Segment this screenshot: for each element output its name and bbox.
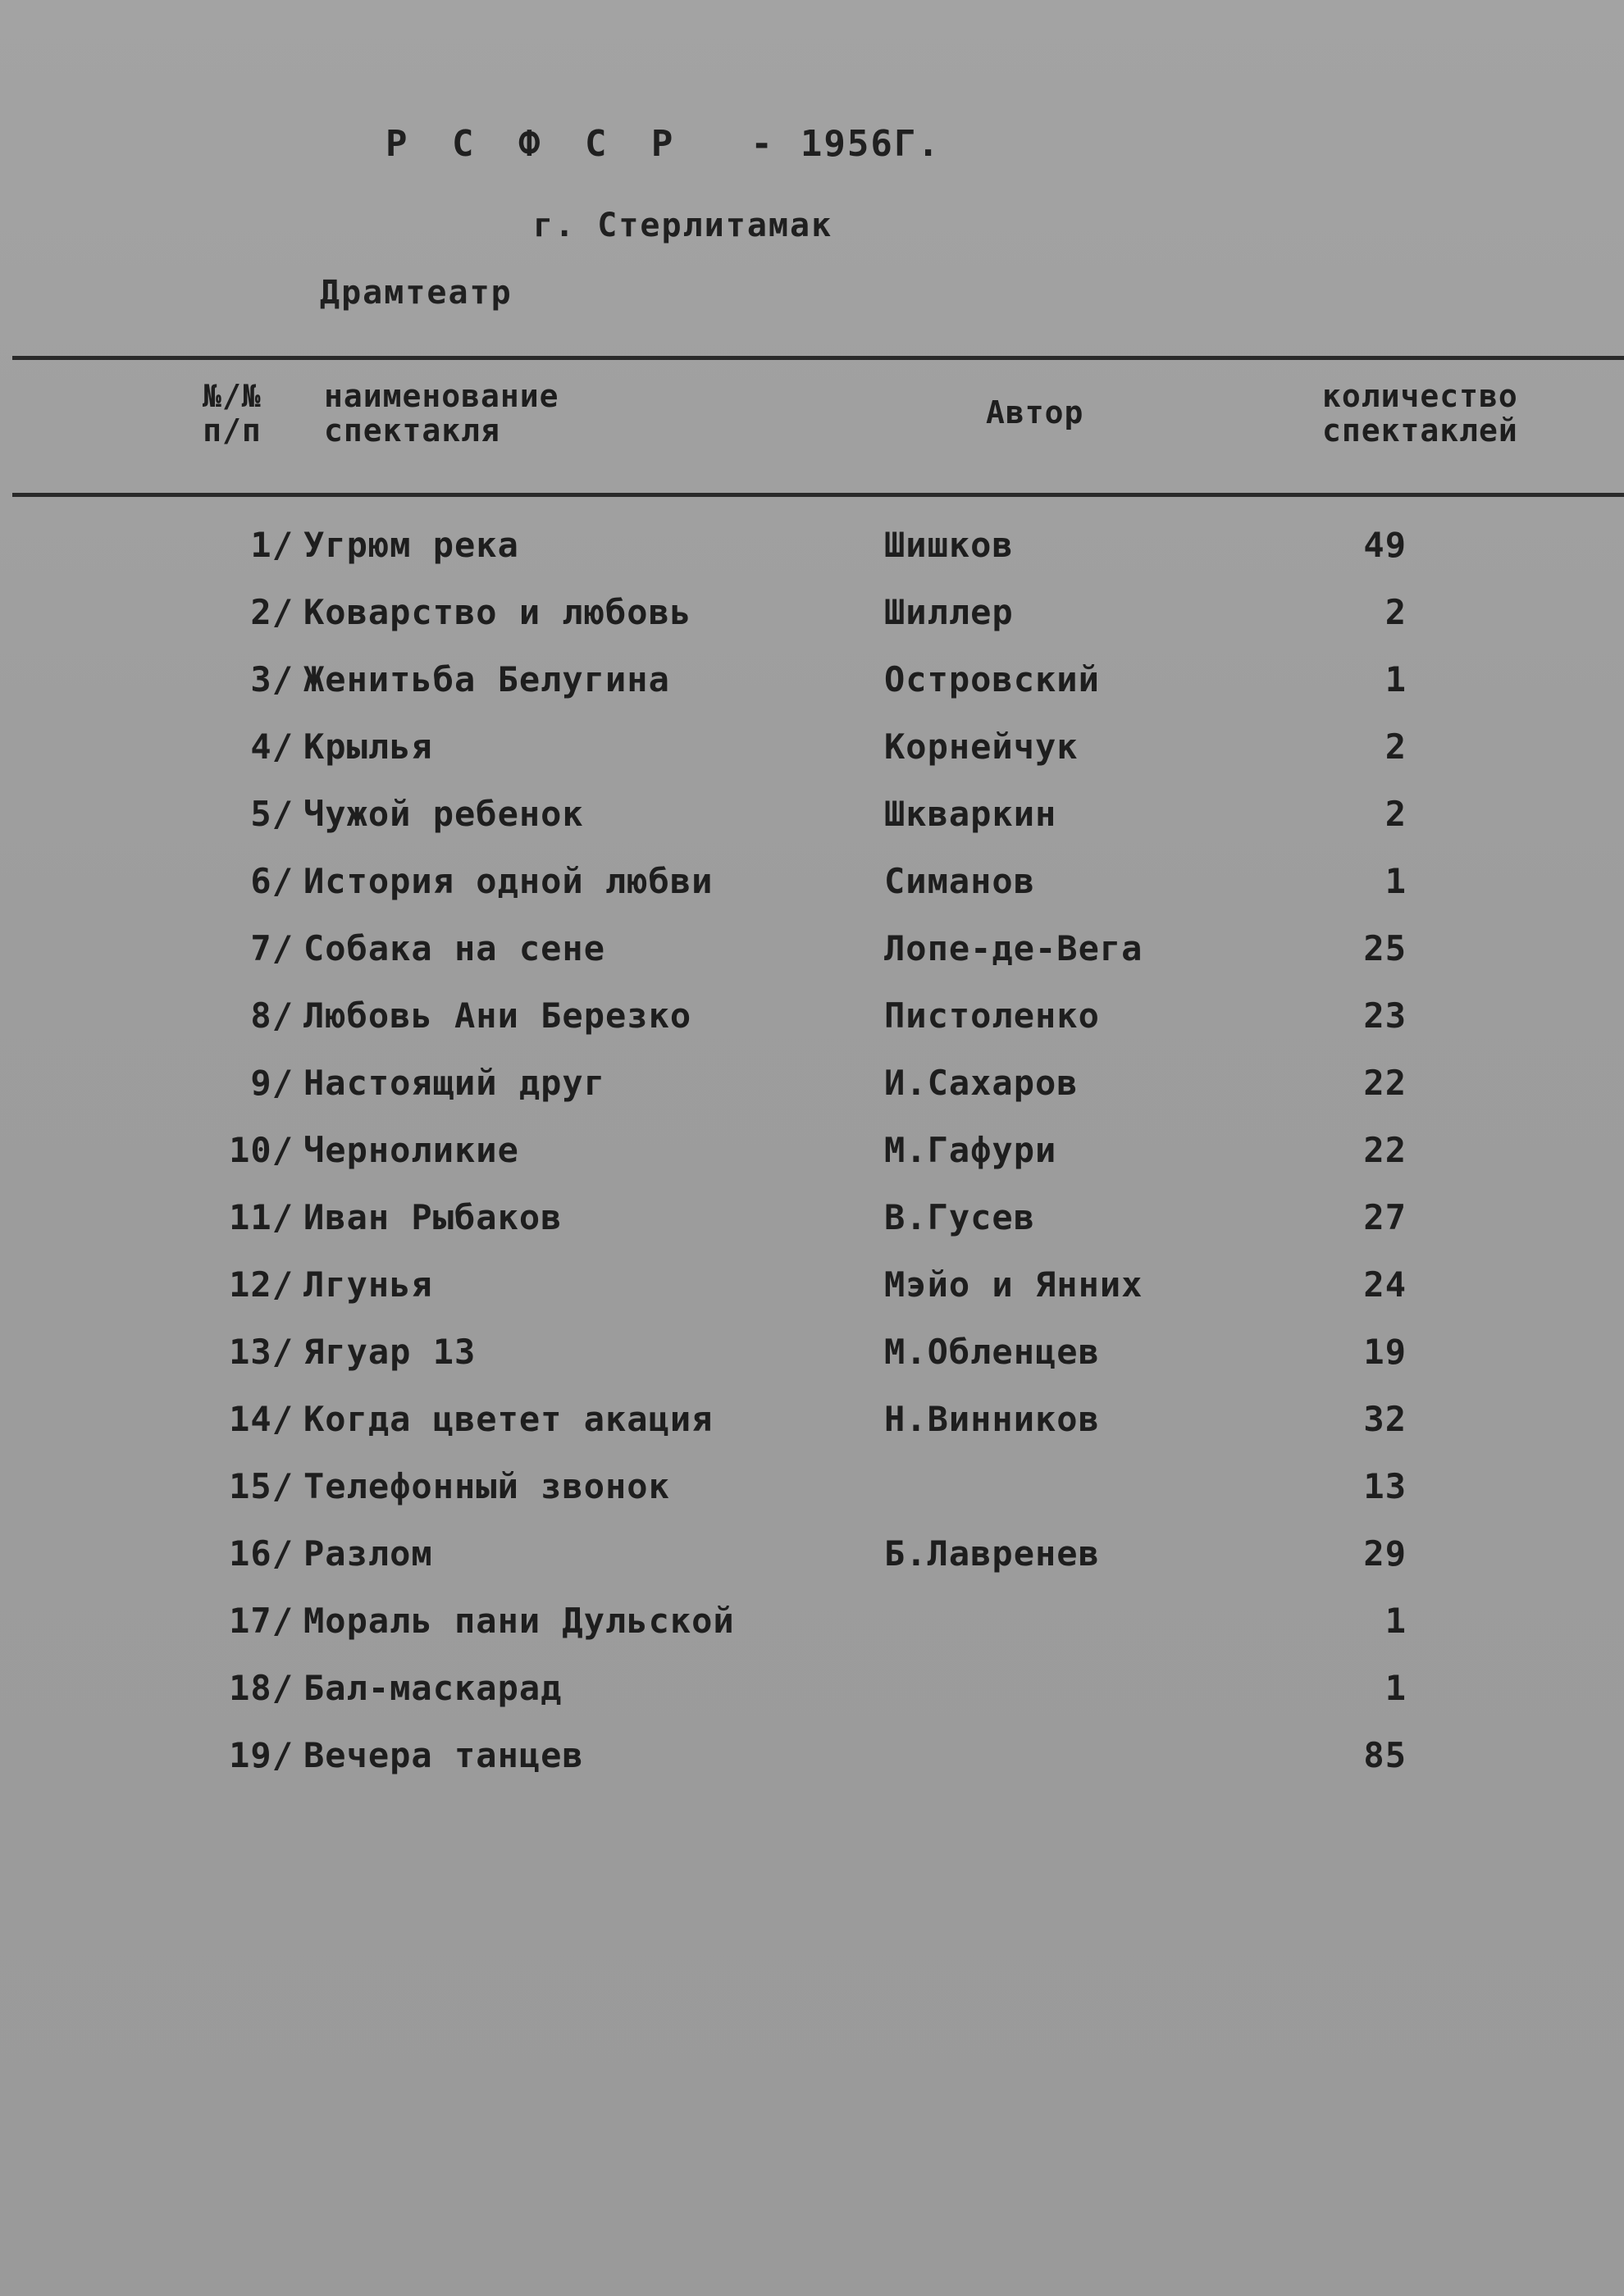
table-row (0, 659, 1624, 727)
row-number: 9/ (250, 1063, 294, 1103)
row-title: Женитьба Белугина (303, 659, 670, 699)
row-title: Черноликие (303, 1130, 519, 1170)
row-title: История одной любви (303, 861, 714, 901)
row-count: 2 (1385, 727, 1407, 767)
row-title: Мораль пани Дульской (303, 1601, 735, 1641)
table-row (0, 1466, 1624, 1533)
row-title: Ягуар 13 (303, 1332, 477, 1372)
row-count: 2 (1385, 592, 1407, 632)
row-author: Корнейчук (884, 727, 1079, 767)
table-row (0, 928, 1624, 995)
table-row (0, 592, 1624, 659)
row-count: 2 (1385, 794, 1407, 834)
row-author: Шкваркин (884, 794, 1057, 834)
row-number: 12/ (229, 1264, 294, 1305)
row-number: 5/ (250, 794, 294, 834)
table-row (0, 1332, 1624, 1399)
row-count: 24 (1363, 1264, 1407, 1305)
row-number: 16/ (229, 1533, 294, 1574)
row-author: Шиллер (884, 592, 1014, 632)
row-count: 1 (1385, 659, 1407, 699)
row-number: 8/ (250, 995, 294, 1036)
column-header-title-line2: спектакля (324, 412, 500, 449)
row-number: 17/ (229, 1601, 294, 1641)
row-title: Телефонный звонок (303, 1466, 670, 1506)
table-header-rule (12, 493, 1624, 497)
table-row (0, 1264, 1624, 1332)
row-count: 13 (1363, 1466, 1407, 1506)
row-author: Пистоленко (884, 995, 1100, 1036)
row-title: Бал-маскарад (303, 1668, 563, 1708)
row-count: 1 (1385, 861, 1407, 901)
row-number: 6/ (250, 861, 294, 901)
row-title: Когда цветет акация (303, 1399, 714, 1439)
row-title: Собака на сене (303, 928, 606, 968)
row-number: 7/ (250, 928, 294, 968)
row-number: 13/ (229, 1332, 294, 1372)
title-year: 1956Г. (800, 123, 941, 165)
row-number: 2/ (250, 592, 294, 632)
table-row (0, 1063, 1624, 1130)
document-title (385, 123, 941, 165)
column-header-count (1322, 379, 1518, 448)
table-row (0, 525, 1624, 592)
column-header-author (986, 395, 1083, 430)
table-row (0, 1197, 1624, 1264)
row-count: 27 (1363, 1197, 1407, 1237)
row-author: Шишков (884, 525, 1014, 565)
row-author: В.Гусев (884, 1197, 1036, 1237)
row-count: 29 (1363, 1533, 1407, 1574)
row-title: Угрюм река (303, 525, 519, 565)
table-row (0, 1668, 1624, 1735)
table-top-rule (12, 356, 1624, 360)
row-author: М.Гафури (884, 1130, 1057, 1170)
row-title: Иван Рыбаков (303, 1197, 563, 1237)
row-count: 85 (1363, 1735, 1407, 1775)
row-title: Крылья (303, 727, 433, 767)
table-row (0, 1601, 1624, 1668)
row-number: 3/ (250, 659, 294, 699)
row-author: Островский (884, 659, 1100, 699)
table-row (0, 794, 1624, 861)
city-line: г. Стерлитамак (533, 207, 833, 244)
column-header-number-line1: №/№ (203, 378, 262, 414)
row-count: 1 (1385, 1601, 1407, 1641)
row-title: Любовь Ани Березко (303, 995, 692, 1036)
row-title: Разлом (303, 1533, 433, 1574)
row-title: Лгунья (303, 1264, 433, 1305)
row-count: 22 (1363, 1063, 1407, 1103)
row-count: 49 (1363, 525, 1407, 565)
row-author: Лопе-де-Вега (884, 928, 1143, 968)
row-author: Мэйо и Янних (884, 1264, 1143, 1305)
row-number: 19/ (229, 1735, 294, 1775)
table-row (0, 1533, 1624, 1601)
row-count: 32 (1363, 1399, 1407, 1439)
row-author: М.Обленцев (884, 1332, 1100, 1372)
column-header-number-line2: п/п (203, 412, 262, 449)
column-header-count-line1: количество (1322, 378, 1518, 414)
row-number: 1/ (250, 525, 294, 565)
performance-table (0, 525, 1624, 1802)
row-count: 22 (1363, 1130, 1407, 1170)
column-header-title (324, 379, 559, 448)
table-row (0, 995, 1624, 1063)
row-author: Б.Лавренев (884, 1533, 1100, 1574)
row-title: Коварство и любовь (303, 592, 692, 632)
table-row (0, 1130, 1624, 1197)
row-number: 11/ (229, 1197, 294, 1237)
row-count: 25 (1363, 928, 1407, 968)
table-row (0, 1735, 1624, 1802)
row-author: Н.Винников (884, 1399, 1100, 1439)
table-row (0, 861, 1624, 928)
row-number: 15/ (229, 1466, 294, 1506)
row-author: И.Сахаров (884, 1063, 1079, 1103)
row-count: 19 (1363, 1332, 1407, 1372)
column-header-number (195, 379, 269, 448)
row-number: 10/ (229, 1130, 294, 1170)
row-title: Настоящий друг (303, 1063, 606, 1103)
row-count: 1 (1385, 1668, 1407, 1708)
table-row (0, 727, 1624, 794)
column-header-title-line1: наименование (324, 378, 559, 414)
row-number: 14/ (229, 1399, 294, 1439)
organization-line: Драмтеатр (320, 274, 513, 312)
row-number: 4/ (250, 727, 294, 767)
column-header-author-label: Автор (986, 394, 1084, 430)
column-header-count-line2: спектаклей (1322, 412, 1518, 449)
row-title: Вечера танцев (303, 1735, 584, 1775)
row-author: Симанов (884, 861, 1036, 901)
row-count: 23 (1363, 995, 1407, 1036)
table-row (0, 1399, 1624, 1466)
row-title: Чужой ребенок (303, 794, 584, 834)
title-republic: Р С Ф С Р - (385, 123, 784, 165)
row-number: 18/ (229, 1668, 294, 1708)
